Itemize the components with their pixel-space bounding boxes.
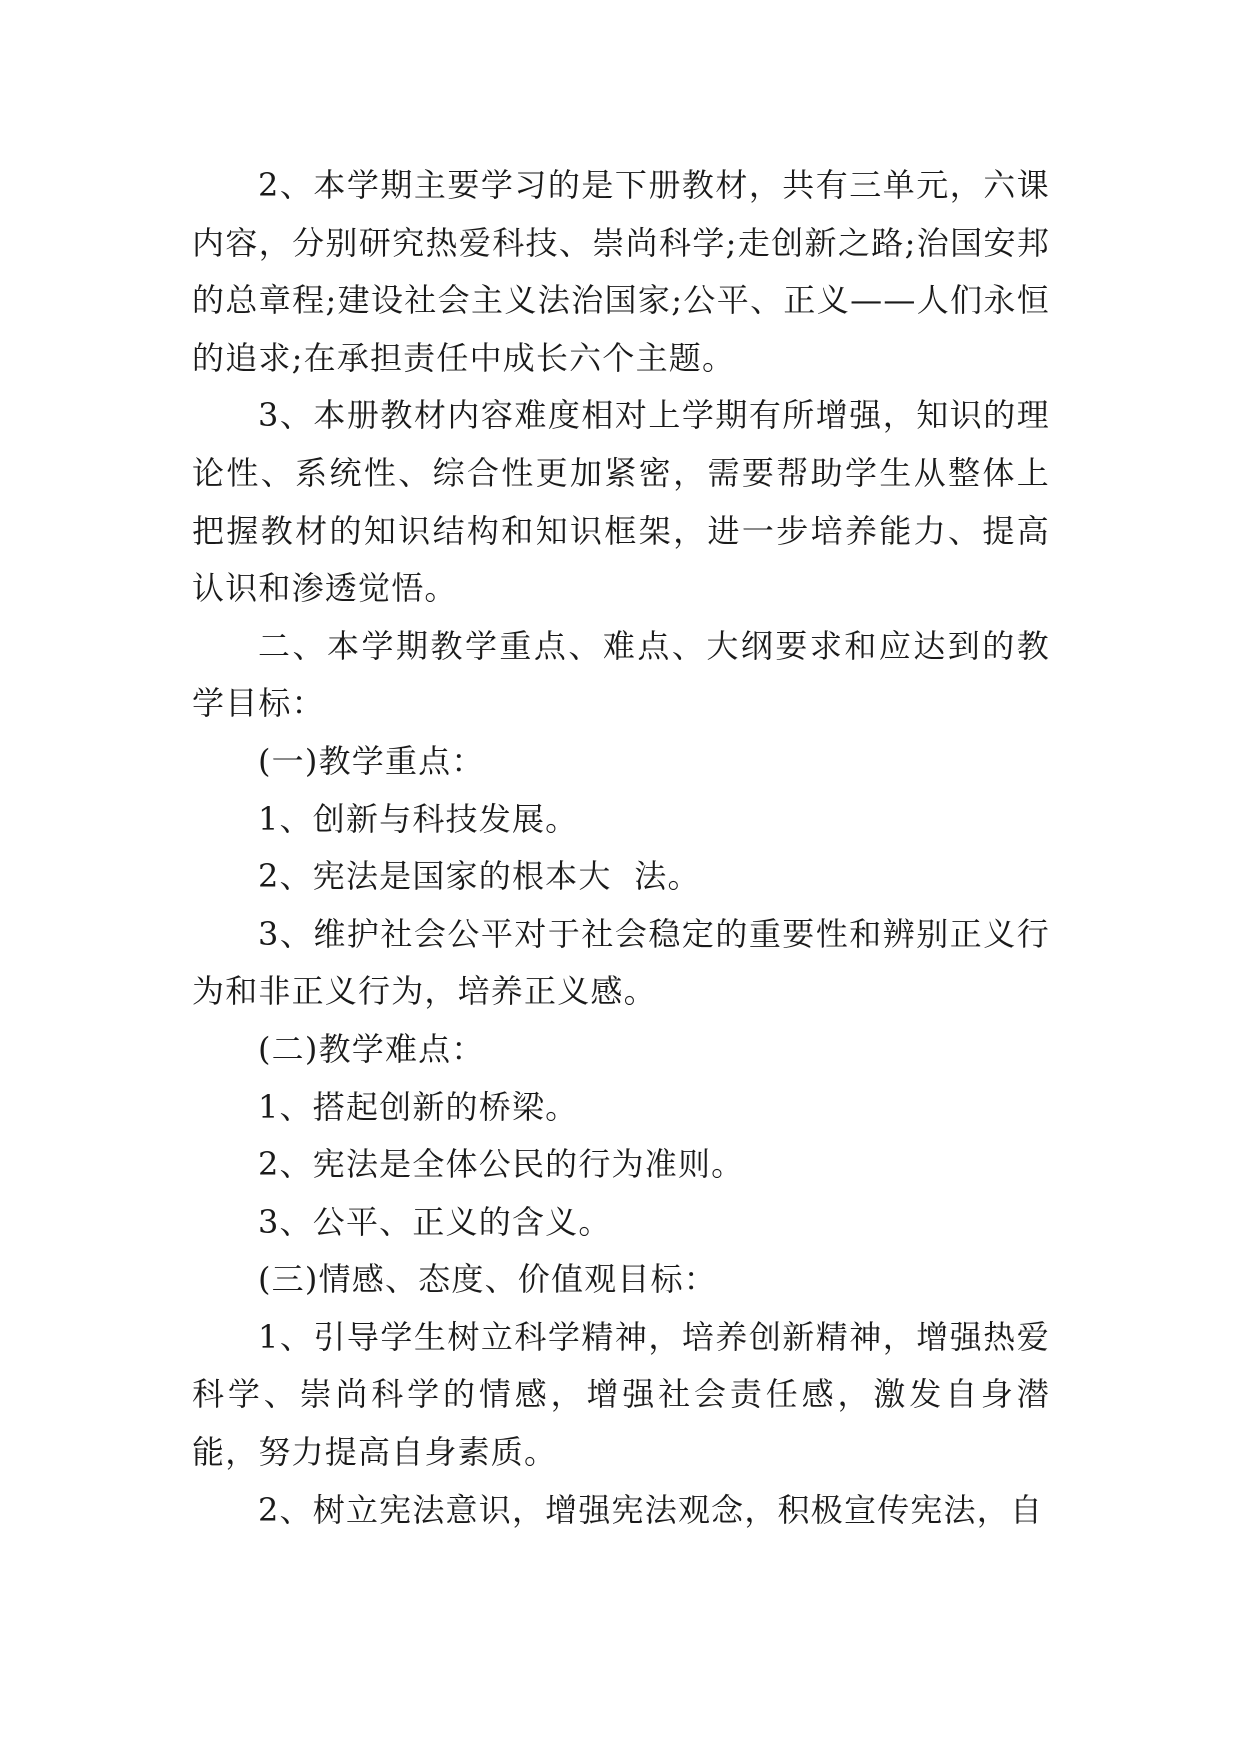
paragraph-textbook-overview: 2、本学期主要学习的是下册教材，共有三单元，六课内容，分别研究热爱科技、崇尚科学;走创新之路;治国安邦的总章程;建设社会主义法治国家;公平、正义——人们永恒的追求;在承担责任中成长六个主题。 [192,166,1050,377]
list-item-values-goal-1: 1、引导学生树立科学精神，培养创新精神，增强热爱科学、崇尚科学的情感，增强社会责任感，激发自身潜能，努力提高自身素质。 [192,1317,1050,1472]
paragraph-difficulty: 3、本册教材内容难度相对上学期有所增强，知识的理论性、系统性、综合性更加紧密，需要帮助学生从整体上把握教材的知识结构和知识框架，进一步培养能力、提高认识和渗透觉悟。 [192,396,1050,608]
subheading-difficult-points: (二)教学难点： [258,1029,485,1068]
section-heading-goals: 二、本学期教学重点、难点、大纲要求和应达到的教学目标： [192,626,1050,723]
subheading-key-points: (一)教学重点： [258,741,485,780]
document-body [192,157,1050,1539]
list-item-difficult-point-2: 2、宪法是全体公民的行为准则。 [258,1145,745,1184]
list-item-values-goal-2: 2、树立宪法意识，增强宪法观念，积极宣传宪法，自 [258,1490,1044,1529]
list-item-difficult-point-3: 3、公平、正义的含义。 [258,1202,612,1241]
list-item-difficult-point-1: 1、搭起创新的桥梁。 [258,1087,579,1126]
subheading-values-goals: (三)情感、态度、价值观目标： [258,1260,717,1299]
list-item-key-point-3: 3、维护社会公平对于社会稳定的重要性和辨别正义行为和非正义行为，培养正义感。 [192,914,1050,1011]
list-item-key-point-1: 1、创新与科技发展。 [258,799,579,838]
list-item-key-point-2: 2、宪法是国家的根本大 法。 [258,857,701,896]
